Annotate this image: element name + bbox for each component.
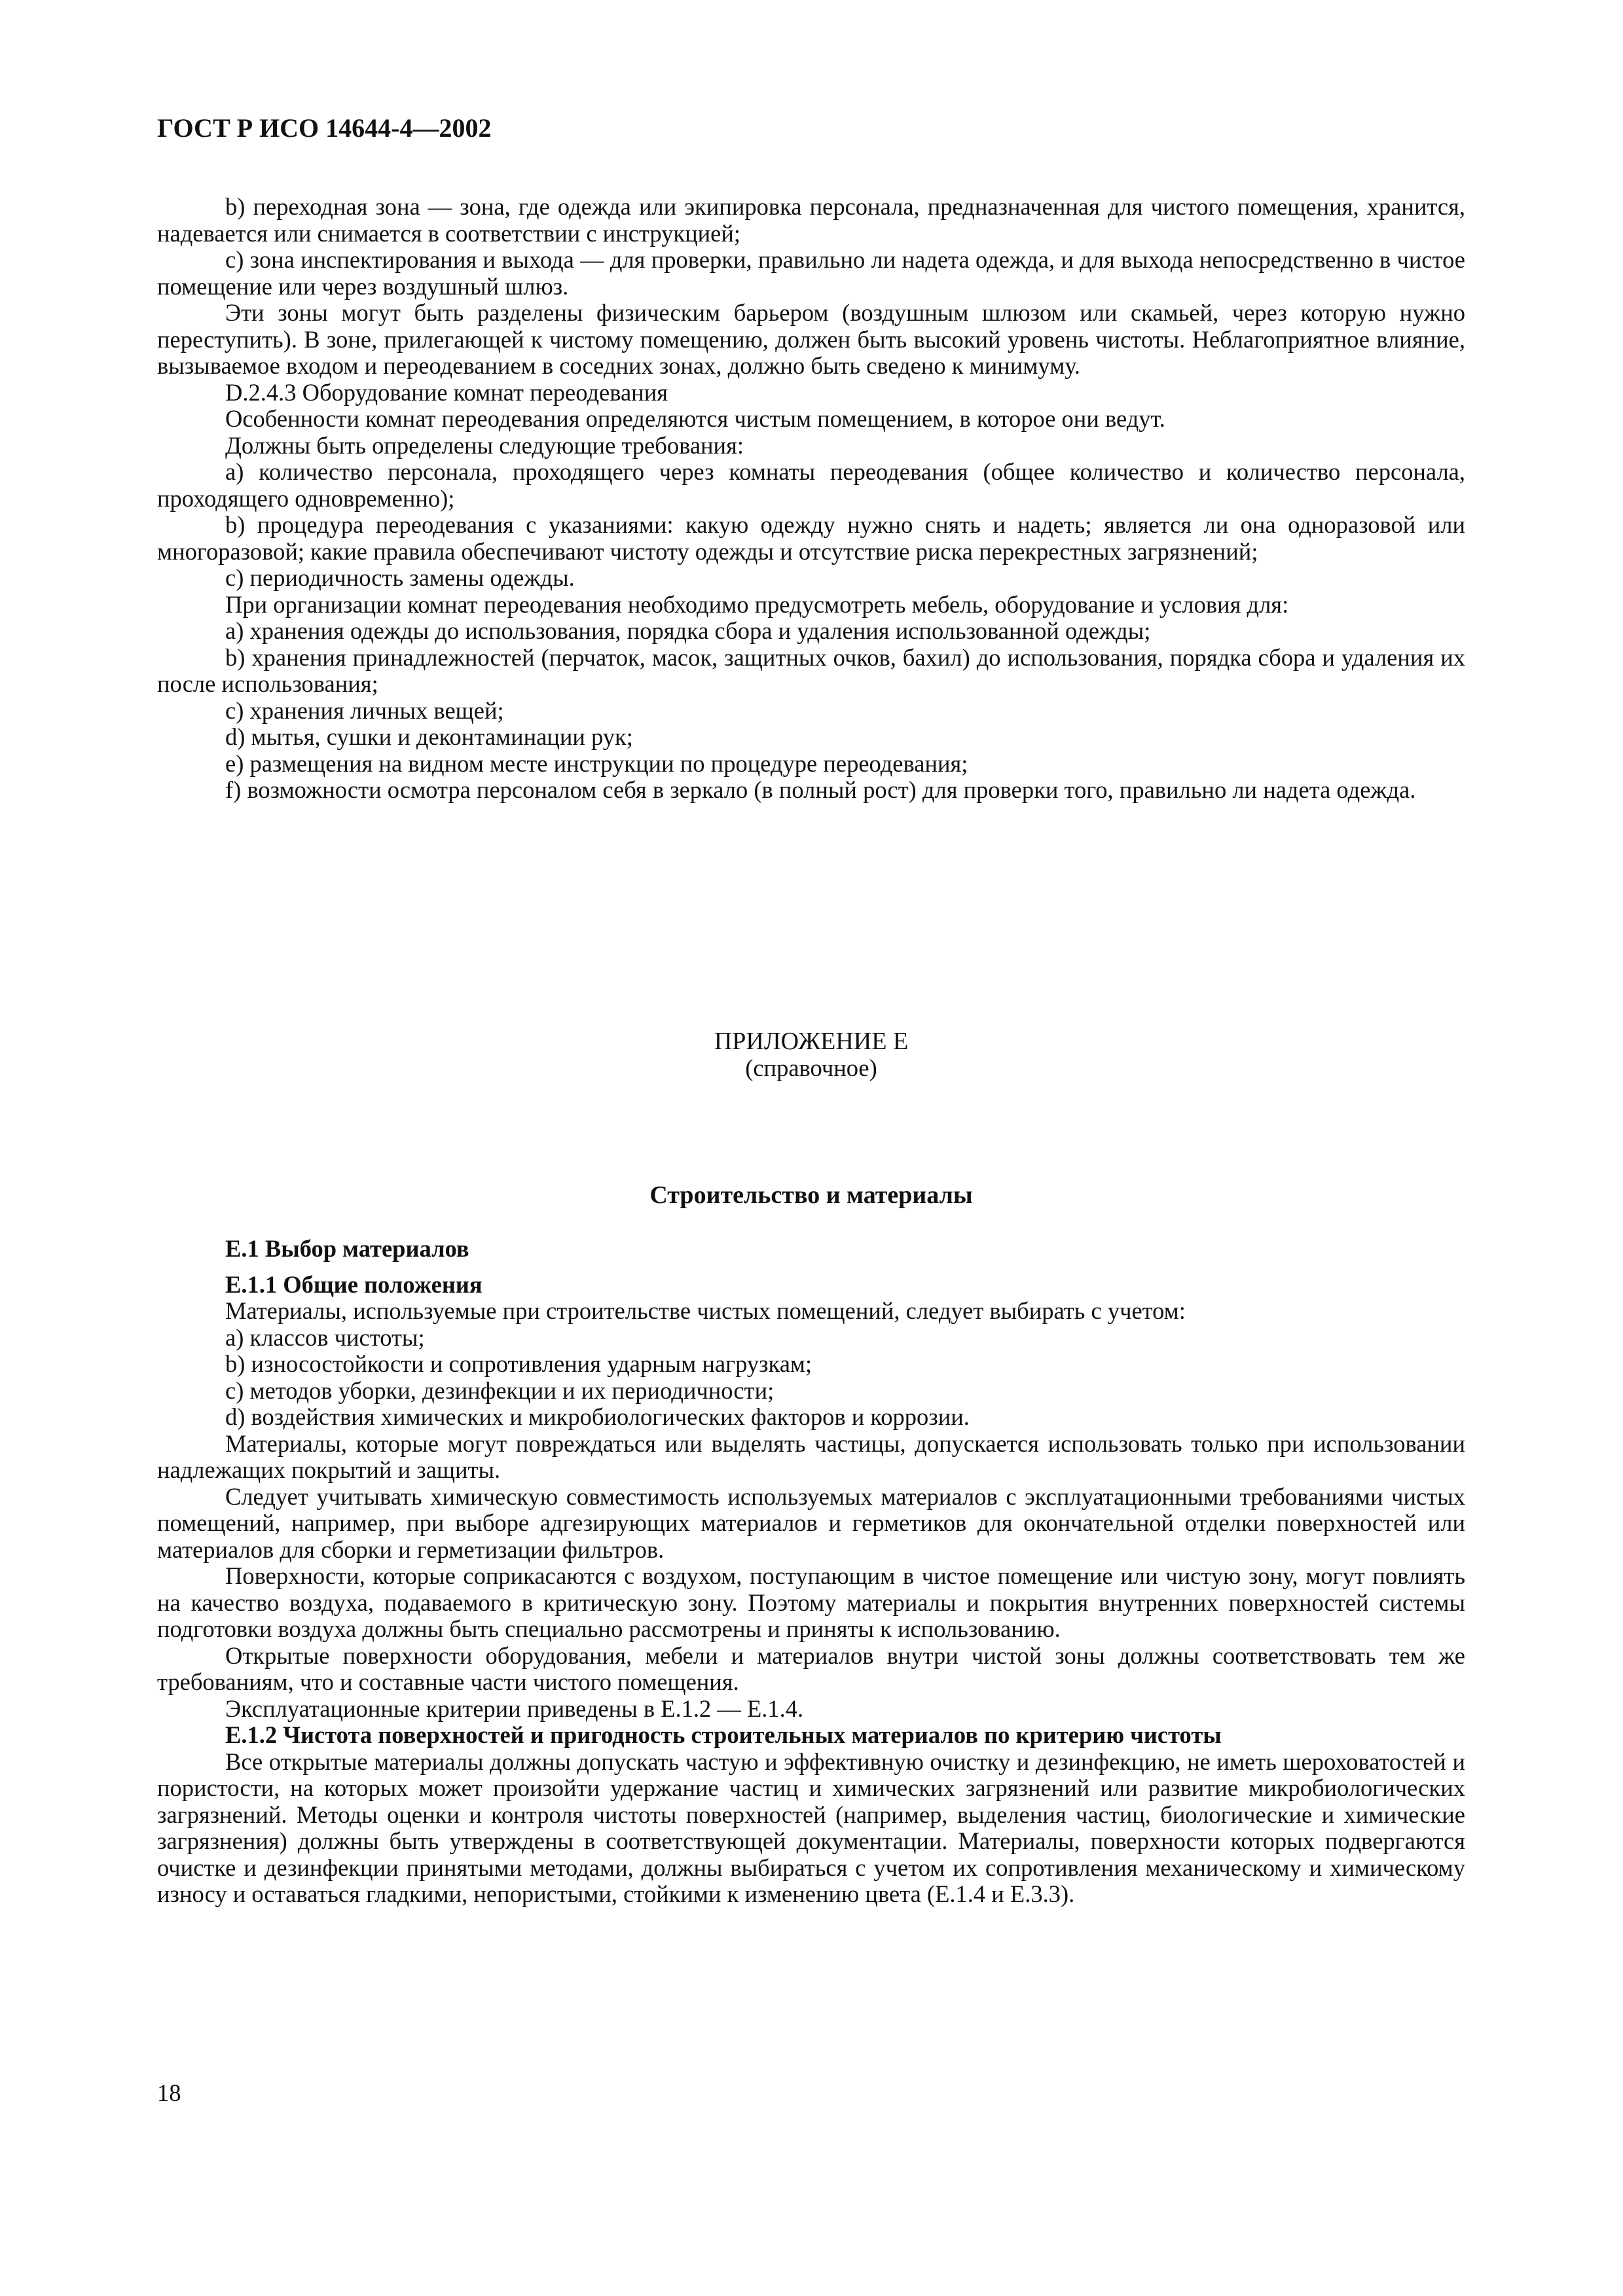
paragraph: Особенности комнат переодевания определяются чистым помещением, в которое они ведут. bbox=[225, 405, 1165, 432]
section-e1 bbox=[157, 1236, 1465, 1908]
paragraph: Поверхности, которые соприкасаются с воздухом, поступающим в чистое помещение или чистую зону, могут повлиять на качество воздуха, подаваемого в критическую зону. Поэтому материалы и покрытия внутренних поверхностей системы подготовки воздуха должны быть специально рассмотрены и приняты к использованию. bbox=[157, 1562, 1465, 1642]
list-item: a) количество персонала, проходящего через комнаты переодевания (общее количество и количество персонала, проходящего одновременно); bbox=[157, 458, 1465, 512]
paragraph: Эти зоны могут быть разделены физическим барьером (воздушным шлюзом или скамьей, через которую нужно переступить). В зоне, прилегающей к чистому помещению, должен быть высокий уровень чистоты. Неблагоприятное влияние, вызываемое входом и переодеванием в соседних зонах, должно быть сведено к минимуму. bbox=[157, 299, 1465, 379]
list-item: b) износостойкости и сопротивления ударным нагрузкам; bbox=[225, 1350, 812, 1377]
appendix-title: ПРИЛОЖЕНИЕ Е bbox=[714, 1028, 909, 1055]
list-item: a) классов чистоты; bbox=[225, 1323, 425, 1351]
list-item: c) хранения личных вещей; bbox=[225, 696, 504, 724]
list-item: d) мытья, сушки и деконтаминации рук; bbox=[225, 723, 633, 750]
list-item: f) возможности осмотра персоналом себя в зеркало (в полный рост) для проверки того, правильно ли надета одежда. bbox=[225, 776, 1416, 803]
list-item: c) методов уборки, дезинфекции и их периодичности; bbox=[225, 1376, 775, 1404]
list-item: c) периодичность замены одежды. bbox=[225, 564, 575, 591]
list-item: b) процедура переодевания с указаниями: какую одежду нужно снять и надеть; является ли она одноразовой или многоразовой; какие правила обеспечивают чистоту одежды и отсутствие риска перекрестных загрязнений; bbox=[157, 511, 1465, 565]
paragraph: b) переходная зона — зона, где одежда или экипировка персонала, предназначенная для чистого помещения, хранится, надевается или снимается в соответствии с инструкцией; bbox=[157, 193, 1465, 247]
appendix-subtitle: (справочное) bbox=[745, 1054, 877, 1081]
paragraph: c) зона инспектирования и выхода — для проверки, правильно ли надета одежда, и для выхода непосредственно в чистое помещение или через воздушный шлюз. bbox=[157, 246, 1465, 300]
section-heading: Е.1 Выбор материалов bbox=[225, 1235, 469, 1262]
clause-heading: D.2.4.3 Оборудование комнат переодевания bbox=[225, 378, 668, 406]
paragraph: Должны быть определены следующие требования: bbox=[225, 431, 744, 459]
subsection-heading: Е.1.2 Чистота поверхностей и пригодность строительных материалов по критерию чистоты bbox=[225, 1721, 1222, 1748]
paragraph: Материалы, которые могут повреждаться или выделять частицы, допускается использовать только при использовании надлежащих покрытий и защиты. bbox=[157, 1429, 1465, 1483]
list-item: b) хранения принадлежностей (перчаток, масок, защитных очков, бахил) до использования, порядка сбора и удаления их после использования; bbox=[157, 643, 1465, 697]
list-item: a) хранения одежды до использования, порядка сбора и удаления использованной одежды; bbox=[225, 617, 1151, 644]
appendix-title-block bbox=[157, 1028, 1465, 1081]
section-top bbox=[157, 194, 1465, 804]
paragraph: При организации комнат переодевания необходимо предусмотреть мебель, оборудование и условия для: bbox=[225, 590, 1289, 618]
paragraph: Материалы, используемые при строительстве чистых помещений, следует выбирать с учетом: bbox=[225, 1297, 1186, 1324]
appendix-heading-block bbox=[157, 1181, 1465, 1210]
document-header: ГОСТ Р ИСО 14644-4—2002 bbox=[157, 113, 492, 143]
subsection-heading: Е.1.1 Общие положения bbox=[225, 1270, 483, 1298]
page-number: 18 bbox=[157, 2079, 181, 2106]
paragraph: Все открытые материалы должны допускать частую и эффективную очистку и дезинфекцию, не иметь шероховатостей и пористости, на которых может произойти удержание частиц и химических загрязнений или развитие микробиологических загрязнений. Методы оценки и контроля чистоты поверхностей (например, выделения частиц, биологические и химические загрязнения) должны быть утверждены в соответствующей документации. Материалы, поверхности которых подвергаются очистке и дезинфекции принятыми методами, должны выбираться с учетом их сопротивления механическому и химическому износу и оставаться гладкими, непористыми, стойкими к изменению цвета (Е.1.4 и Е.3.3). bbox=[157, 1748, 1465, 1907]
appendix-heading: Строительство и материалы bbox=[649, 1181, 973, 1209]
paragraph: Следует учитывать химическую совместимость используемых материалов с эксплуатационными требованиями чистых помещений, например, при выборе адгезирующих материалов и герметиков для окончательной отделки поверхностей или материалов для сборки и герметизации фильтров. bbox=[157, 1482, 1465, 1563]
list-item: e) размещения на видном месте инструкции по процедуре переодевания; bbox=[225, 749, 968, 777]
paragraph: Эксплуатационные критерии приведены в Е.1.2 — Е.1.4. bbox=[225, 1695, 804, 1722]
list-item: d) воздействия химических и микробиологических факторов и коррозии. bbox=[225, 1403, 970, 1430]
paragraph: Открытые поверхности оборудования, мебели и материалов внутри чистой зоны должны соответствовать тем же требованиям, что и составные части чистого помещения. bbox=[157, 1641, 1465, 1695]
